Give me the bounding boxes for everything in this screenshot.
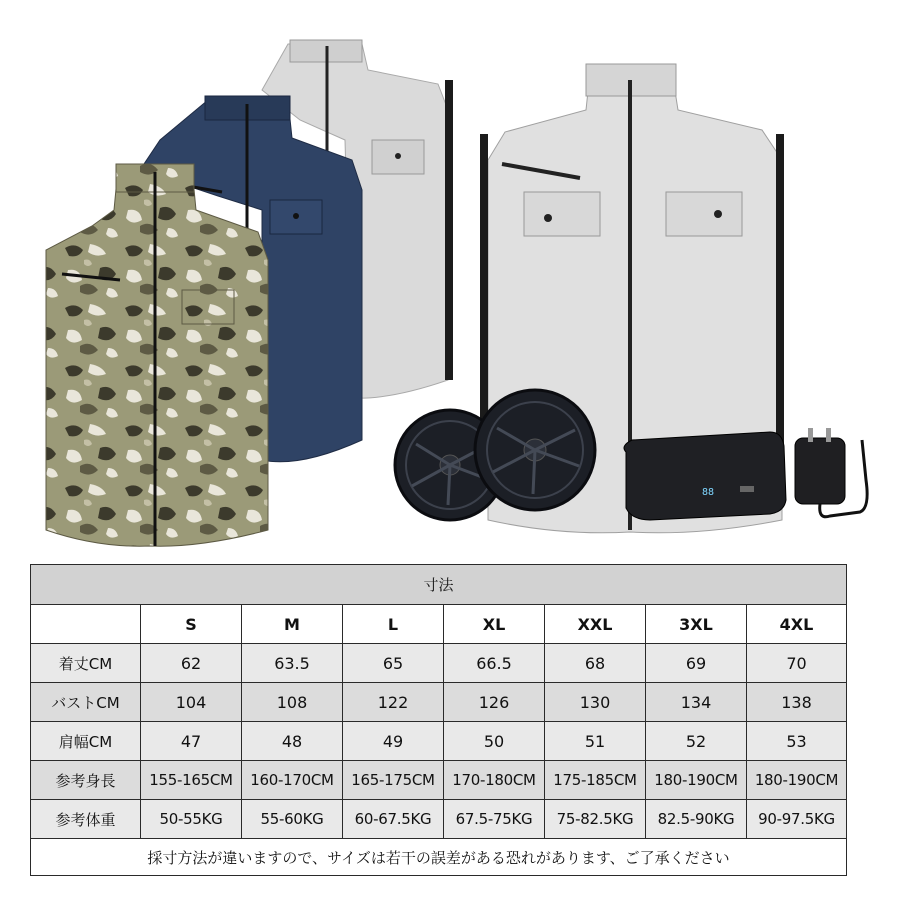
- table-cell: 63.5: [242, 644, 343, 683]
- table-row: [31, 644, 847, 683]
- battery-display: 88: [702, 487, 715, 498]
- size-header: XL: [444, 605, 545, 644]
- table-cell: 70: [747, 644, 847, 683]
- table-cell: 52: [646, 722, 747, 761]
- row-label: 参考体重: [31, 800, 141, 839]
- table-cell: 104: [141, 683, 242, 722]
- table-cell: 175-185CM: [545, 761, 646, 800]
- header-corner: [31, 605, 141, 644]
- table-cell: 155-165CM: [141, 761, 242, 800]
- row-label: バストCM: [31, 683, 141, 722]
- measurement-note: 採寸方法が違いますので、サイズは若干の誤差がある恐れがあります、ご了承ください: [31, 839, 847, 876]
- table-cell: 134: [646, 683, 747, 722]
- table-cell: 90-97.5KG: [747, 800, 847, 839]
- table-row: [31, 683, 847, 722]
- table-cell: 55-60KG: [242, 800, 343, 839]
- table-cell: 69: [646, 644, 747, 683]
- table-cell: 50: [444, 722, 545, 761]
- battery-pack: [624, 432, 786, 520]
- table-cell: 51: [545, 722, 646, 761]
- size-header: XXL: [545, 605, 646, 644]
- table-cell: 48: [242, 722, 343, 761]
- size-header: L: [343, 605, 444, 644]
- size-header: M: [242, 605, 343, 644]
- size-header-row: [31, 605, 847, 644]
- table-cell: 170-180CM: [444, 761, 545, 800]
- size-table: [30, 564, 847, 876]
- table-cell: 180-190CM: [646, 761, 747, 800]
- table-cell: 108: [242, 683, 343, 722]
- table-cell: 82.5-90KG: [646, 800, 747, 839]
- table-title: 寸法: [31, 565, 847, 605]
- table-cell: 130: [545, 683, 646, 722]
- table-cell: 47: [141, 722, 242, 761]
- table-cell: 53: [747, 722, 847, 761]
- row-label: 参考身長: [31, 761, 141, 800]
- camouflage-vest: [46, 164, 268, 546]
- table-cell: 62: [141, 644, 242, 683]
- table-row: [31, 761, 847, 800]
- table-cell: 160-170CM: [242, 761, 343, 800]
- table-row: [31, 722, 847, 761]
- fan-unit-right: [475, 390, 595, 510]
- size-header: S: [141, 605, 242, 644]
- size-header: 4XL: [747, 605, 847, 644]
- ac-adapter: [795, 428, 867, 517]
- table-row: [31, 800, 847, 839]
- table-cell: 66.5: [444, 644, 545, 683]
- table-cell: 65: [343, 644, 444, 683]
- table-cell: 68: [545, 644, 646, 683]
- size-header: 3XL: [646, 605, 747, 644]
- row-label: 肩幅CM: [31, 722, 141, 761]
- table-cell: 138: [747, 683, 847, 722]
- row-label: 着丈CM: [31, 644, 141, 683]
- table-cell: 165-175CM: [343, 761, 444, 800]
- table-cell: 50-55KG: [141, 800, 242, 839]
- table-cell: 126: [444, 683, 545, 722]
- table-cell: 60-67.5KG: [343, 800, 444, 839]
- table-cell: 67.5-75KG: [444, 800, 545, 839]
- table-cell: 122: [343, 683, 444, 722]
- table-cell: 49: [343, 722, 444, 761]
- table-cell: 180-190CM: [747, 761, 847, 800]
- table-cell: 75-82.5KG: [545, 800, 646, 839]
